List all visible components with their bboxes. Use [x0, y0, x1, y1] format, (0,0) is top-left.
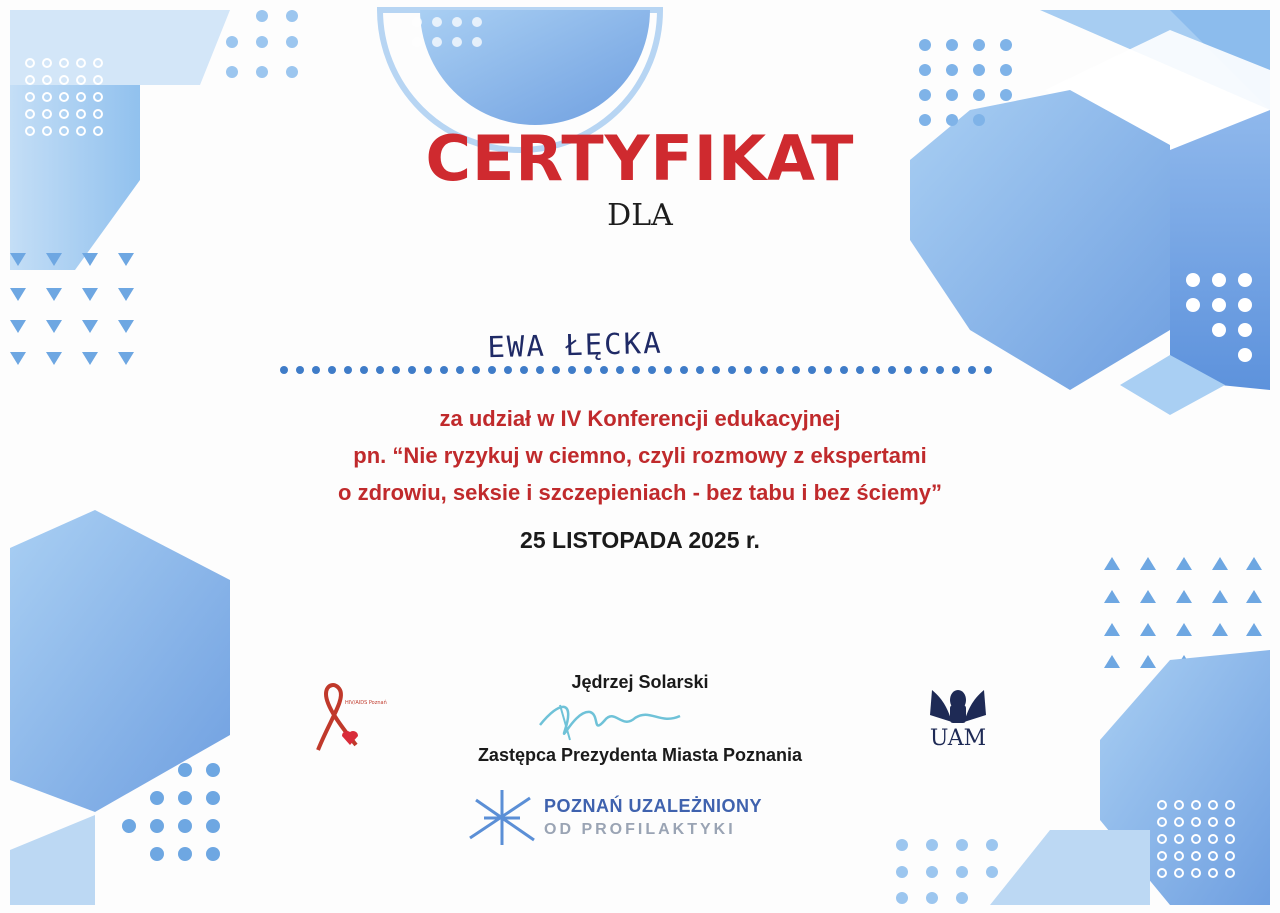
recipient-name: EWA ŁĘCKA: [487, 325, 663, 365]
signer-role: Zastępca Prezydenta Miasta Poznania: [477, 745, 803, 765]
certificate-body-line-3: o zdrowiu, seksie i szczepieniach - bez tabu i bez ściemy”: [338, 480, 942, 505]
certificate-subtitle: DLA: [607, 198, 673, 233]
program-logo-line-2: OD PROFILAKTYKI: [544, 821, 736, 838]
certificate-title: CERTYFIKAT: [425, 122, 855, 195]
ribbon-logo-text: HIV/AIDS Poznań: [345, 700, 387, 706]
event-date: 25 LISTOPADA 2025 r.: [520, 527, 760, 553]
certificate-body-line-2: pn. “Nie ryzykuj w ciemno, czyli rozmowy z ekspertami: [353, 443, 927, 468]
certificate-body-line-1: za udział w IV Konferencji edukacyjnej: [439, 406, 841, 431]
signer-name: Jędrzej Solarski: [571, 672, 709, 692]
university-logo-text: UAM: [929, 726, 987, 751]
program-logo-line-1: POZNAŃ UZALEŻNIONY: [544, 796, 762, 816]
